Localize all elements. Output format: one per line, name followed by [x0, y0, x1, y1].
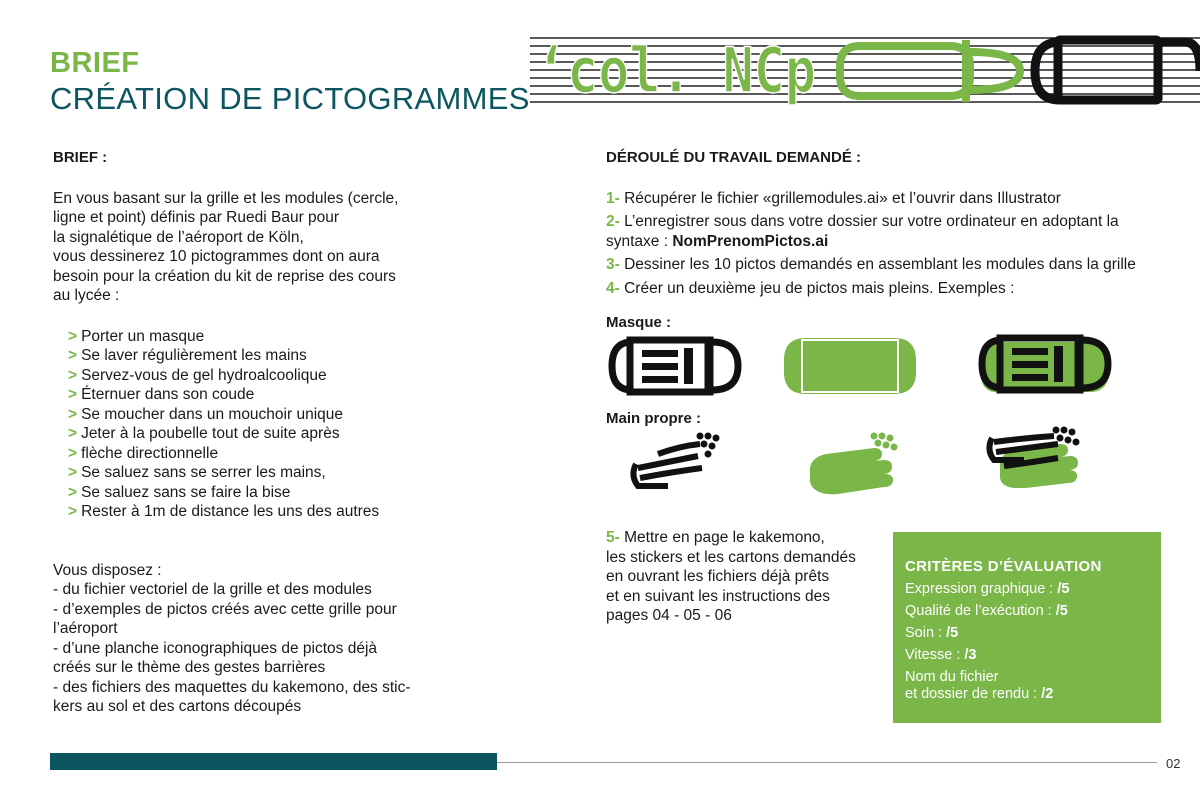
resources-line: kers au sol et des cartons découpés [53, 698, 302, 715]
intro-line: ligne et point) définis par Ruedi Baur pour [53, 209, 340, 226]
workflow-label: DÉROULÉ DU TRAVAIL DEMANDÉ : [606, 149, 861, 166]
banner-lettering: ‘col. NCp [536, 34, 816, 107]
chevron-right-icon: > [68, 386, 78, 403]
resources-line: - d’exemples de pictos créés avec cette grille pour [53, 600, 397, 618]
steps-list [606, 189, 1166, 299]
chevron-right-icon: > [68, 464, 78, 481]
list-item: > Servez-vous de gel hydroalcoolique [68, 366, 327, 384]
criterion-item: Qualité de l’exécution : /5 [905, 603, 1068, 619]
hand-examples-label: Main propre : [606, 410, 702, 427]
criterion-item: Vitesse : /3 [905, 647, 977, 663]
resources-line: créés sur le thème des gestes barrières [53, 659, 326, 676]
intro-line: au lycée : [53, 287, 120, 304]
chevron-right-icon: > [68, 483, 78, 501]
chevron-right-icon: > [68, 347, 78, 364]
criterion-item: Soin : /5 [905, 625, 959, 641]
footer-rule [497, 762, 1157, 763]
step-item: 3- Dessiner les 10 pictos demandés en assemblant les modules dans la grille [606, 256, 1136, 273]
step-item: 1- Récupérer le fichier «grillemodules.ai» et l’ouvrir dans Illustrator [606, 189, 1061, 207]
resources-line: Vous disposez : [53, 561, 162, 579]
chevron-right-icon: > [68, 503, 78, 520]
page-header [50, 46, 530, 118]
intro-line: besoin pour la création du kit de reprise des cours [53, 267, 396, 285]
list-item: > flèche directionnelle [68, 444, 219, 462]
mask-outline-icon [608, 336, 744, 396]
brief-column [53, 148, 473, 717]
intro-line: vous dessinerez 10 pictogrammes dont on aura [53, 248, 380, 265]
filename-syntax: NomPrenomPictos.ai [672, 232, 829, 250]
mask-filled-icon [784, 338, 916, 394]
resources-line: - d’une planche iconographiques de pictos déjà [53, 639, 378, 657]
step-item: 2- L’enregistrer sous dans votre dossier sur votre ordinateur en adoptant la syntaxe : NomPrenomPictos.ai [606, 213, 1119, 250]
intro-line: En vous basant sur la grille et les modules (cercle, [53, 189, 399, 207]
step-item: 4- Créer un deuxième jeu de pictos mais pleins. Exemples : [606, 279, 1015, 297]
list-item: > Rester à 1m de distance les uns des autres [68, 503, 380, 520]
list-item: > Jeter à la poubelle tout de suite après [68, 425, 340, 442]
banner-green-mask-icon [840, 40, 1020, 102]
brief-intro [53, 189, 473, 306]
page-title: CRÉATION DE PICTOGRAMMES [50, 81, 530, 116]
chevron-right-icon: > [68, 366, 78, 384]
workflow-column [606, 148, 1166, 302]
resources-line: l’aéroport [53, 620, 118, 637]
clean-hand-outline-icon [628, 428, 720, 498]
chevron-right-icon: > [68, 405, 78, 423]
criterion-item: Expression graphique : /5 [905, 581, 1070, 597]
footer-bar [50, 753, 497, 770]
criteria-title: CRITÈRES D’ÉVALUATION [905, 558, 1102, 575]
mask-combined-icon [978, 334, 1114, 398]
gestes-list [68, 327, 473, 522]
brief-tag: BRIEF [50, 47, 140, 79]
list-item: > Se saluez sans se serrer les mains, [68, 464, 326, 481]
resources-block [53, 561, 473, 717]
page-number: 02 [1166, 756, 1181, 771]
list-item: > Porter un masque [68, 327, 205, 345]
chevron-right-icon: > [68, 327, 78, 345]
evaluation-criteria-box [893, 532, 1161, 723]
list-item: > Éternuer dans son coude [68, 386, 255, 403]
mask-examples-label: Masque : [606, 314, 672, 331]
list-item: > Se laver régulièrement les mains [68, 347, 307, 364]
chevron-right-icon: > [68, 444, 78, 462]
resources-line: - du fichier vectoriel de la grille et des modules [53, 581, 372, 598]
list-item: > Se moucher dans un mouchoir unique [68, 405, 344, 423]
list-item: > Se saluez sans se faire la bise [68, 483, 291, 501]
step-5: 5- Mettre en page le kakemono, les stickers et les cartons demandés en ouvrant les fichiers déjà prêts et en suivant les instructions des pages 04 - 05 - 06 [606, 529, 856, 624]
brief-label: BRIEF : [53, 149, 108, 166]
grid-banner-illustration [530, 32, 1200, 108]
clean-hand-combined-icon [984, 422, 1084, 488]
intro-line: la signalétique de l’aéroport de Köln, [53, 228, 304, 246]
clean-hand-filled-icon [804, 430, 898, 498]
chevron-right-icon: > [68, 425, 78, 442]
criterion-item: Nom du fichier et dossier de rendu : /2 [905, 669, 1054, 702]
resources-line: - des fichiers des maquettes du kakemono, des stic- [53, 678, 411, 696]
